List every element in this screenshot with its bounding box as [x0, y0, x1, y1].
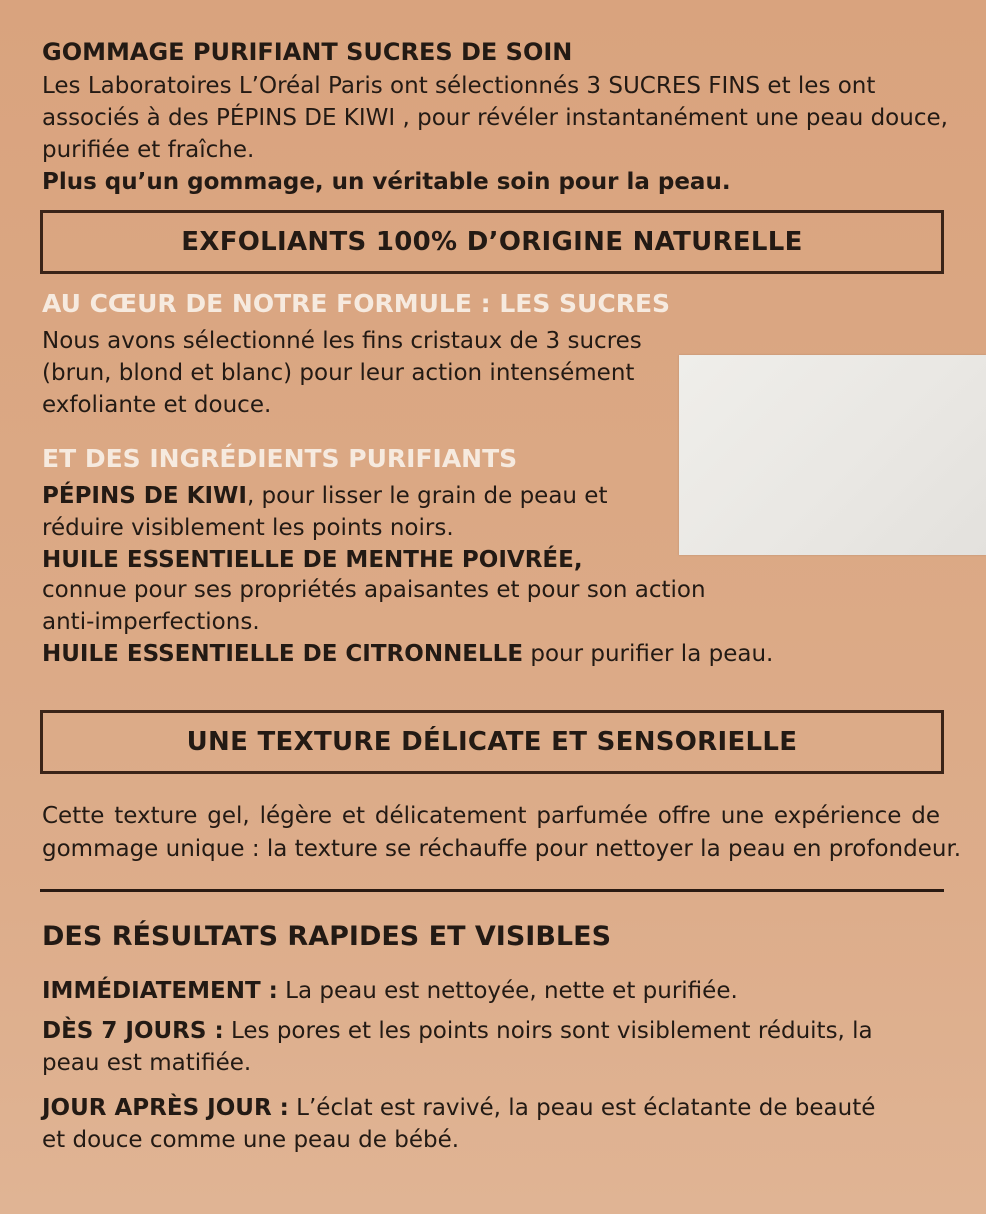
- intro-line: Les Laboratoires L’Oréal Paris ont sélectionnés 3 SUCRES FINS et les ont: [42, 73, 876, 99]
- intro-line: purifiée et fraîche.: [42, 137, 255, 163]
- texture-line: Cette texture gel, légère et délicatement parfumée offre une expérience de: [42, 803, 940, 829]
- result-day-after-day: [42, 1093, 875, 1124]
- result-desc: L’éclat est ravivé, la peau est éclatante de beauté: [288, 1095, 876, 1121]
- ingredient-desc: pour purifier la peau.: [523, 641, 774, 667]
- ingredient-desc: , pour lisser le grain de peau et: [246, 483, 608, 509]
- sugars-line: (brun, blond et blanc) pour leur action intensément: [42, 360, 635, 386]
- texture-line: gommage unique : la texture se réchauffe pour nettoyer la peau en profondeur.: [42, 836, 962, 862]
- blank-label-patch: [679, 355, 986, 555]
- sugars-line: Nous avons sélectionné les fins cristaux de 3 sucres: [42, 328, 642, 354]
- ingredient-name: HUILE ESSENTIELLE DE MENTHE POIVRÉE,: [42, 547, 583, 573]
- feature-box-exfoliants: [40, 210, 944, 274]
- result-desc: La peau est nettoyée, nette et purifiée.: [277, 978, 738, 1004]
- result-immediate: [42, 976, 738, 1007]
- ingredient-desc: anti-imperfections.: [42, 609, 260, 635]
- result-desc: peau est matifiée.: [42, 1050, 252, 1076]
- sugars-line: exfoliante et douce.: [42, 392, 272, 418]
- section-heading-ingredients: ET DES INGRÉDIENTS PURIFIANTS: [42, 444, 518, 473]
- result-desc: et douce comme une peau de bébé.: [42, 1127, 460, 1153]
- result-desc: Les pores et les points noirs sont visiblement réduits, la: [223, 1018, 873, 1044]
- section-heading-results: DES RÉSULTATS RAPIDES ET VISIBLES: [42, 921, 612, 952]
- feature-box-label: EXFOLIANTS 100% D’ORIGINE NATURELLE: [181, 227, 803, 257]
- result-label: IMMÉDIATEMENT :: [42, 978, 278, 1004]
- section-heading-sugars: AU CŒUR DE NOTRE FORMULE : LES SUCRES: [42, 289, 671, 318]
- ingredient-kiwi: [42, 481, 607, 512]
- ingredient-desc: connue pour ses propriétés apaisantes et pour son action: [42, 577, 706, 603]
- feature-box-label: UNE TEXTURE DÉLICATE ET SENSORIELLE: [186, 727, 798, 757]
- result-label: DÈS 7 JOURS :: [42, 1018, 224, 1044]
- section-divider: [40, 889, 944, 892]
- ingredient-citronnelle: [42, 639, 773, 670]
- ingredient-name: PÉPINS DE KIWI: [42, 483, 247, 509]
- intro-line: associés à des PÉPINS DE KIWI , pour révéler instantanément une peau douce,: [42, 105, 948, 131]
- intro-tagline: Plus qu’un gommage, un véritable soin pour la peau.: [42, 169, 731, 195]
- ingredient-desc: réduire visiblement les points noirs.: [42, 515, 454, 541]
- feature-box-texture: [40, 710, 944, 774]
- product-title: GOMMAGE PURIFIANT SUCRES DE SOIN: [42, 38, 573, 66]
- result-label: JOUR APRÈS JOUR :: [42, 1095, 289, 1121]
- ingredient-name: HUILE ESSENTIELLE DE CITRONNELLE: [42, 641, 524, 667]
- result-7-days: [42, 1016, 873, 1047]
